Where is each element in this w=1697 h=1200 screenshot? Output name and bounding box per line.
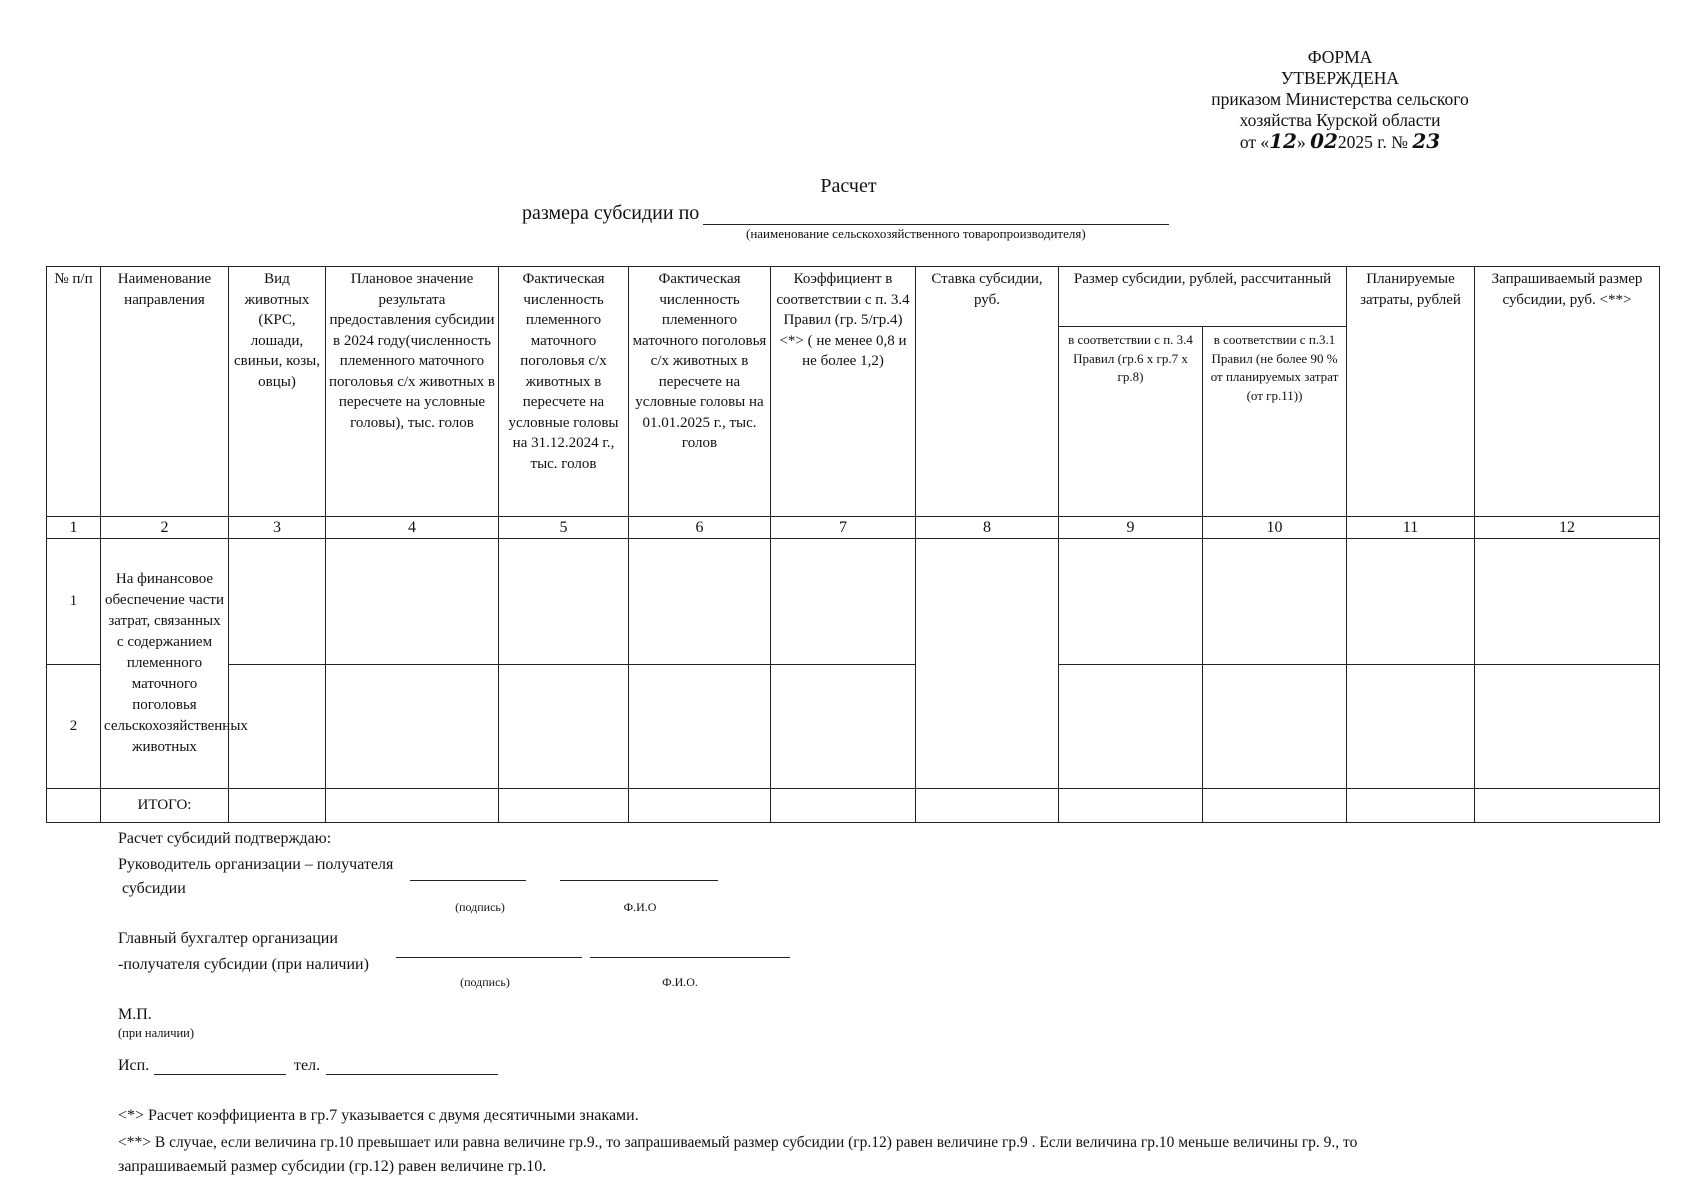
cell-coefficient[interactable] <box>771 539 916 665</box>
col-number: 2 <box>101 517 229 539</box>
cell-subsidy-p31[interactable] <box>1203 665 1347 789</box>
producer-name-caption: (наименование сельскохозяйственного товаропроизводителя) <box>746 226 1086 241</box>
cell-plan-value[interactable] <box>326 665 499 789</box>
head-fio-caption: Ф.И.О <box>623 900 657 914</box>
cell-planned-costs[interactable] <box>1347 539 1475 665</box>
header-col-10: в соответствии с п.3.1 Правил (не более 90 % от планируемых затрат (от гр.11)) <box>1203 327 1347 517</box>
cell-animal-type[interactable] <box>229 539 326 665</box>
accountant-fio-line[interactable] <box>590 957 790 958</box>
column-numbers-row <box>47 517 1660 539</box>
stamp-note: (при наличии) <box>118 1026 195 1040</box>
header-col-12: Запрашиваемый размер субсидии, руб. <**> <box>1475 267 1660 517</box>
header-col-11: Планируемые затраты, рублей <box>1347 267 1475 517</box>
accountant-label-line2: -получателя субсидии (при наличии) <box>118 956 369 973</box>
cell-planned-costs[interactable] <box>1347 665 1475 789</box>
accountant-fio-caption: Ф.И.О. <box>662 975 698 989</box>
col-number: 12 <box>1475 517 1660 539</box>
total-label: ИТОГО: <box>101 789 229 823</box>
total-cell[interactable] <box>1347 789 1475 823</box>
approval-block <box>1150 47 1530 153</box>
header-col-3: Вид животных (КРС, лошади, свиньи, козы, овцы) <box>229 267 326 517</box>
cell-actual-2025[interactable] <box>629 665 771 789</box>
cell-subsidy-p31[interactable] <box>1203 539 1347 665</box>
row-number: 1 <box>47 539 101 665</box>
total-cell[interactable] <box>1203 789 1347 823</box>
total-cell[interactable] <box>916 789 1059 823</box>
handwritten-day: 12 <box>1269 129 1297 153</box>
footnote-2-line1: <**> В случае, если величина гр.10 превышает или равна величине гр.9., то запрашиваемый размер субсидии (гр.12) равен величине гр.9 . Если величина гр.10 меньше величины гр. 9., то <box>118 1134 1358 1151</box>
head-signature-caption: (подпись) <box>455 900 505 914</box>
document-subtitle: размера субсидии по <box>522 202 1169 225</box>
approval-approved-label: УТВЕРЖДЕНА <box>1280 68 1400 88</box>
approval-order-line: приказом Министерства сельского <box>1211 89 1469 109</box>
cell-actual-2024[interactable] <box>499 539 629 665</box>
phone-label: тел. <box>294 1057 321 1074</box>
cell-subsidy-p34[interactable] <box>1059 665 1203 789</box>
col-number: 8 <box>916 517 1059 539</box>
cell-subsidy-p34[interactable] <box>1059 539 1203 665</box>
header-row-1 <box>47 267 1660 327</box>
total-cell[interactable] <box>229 789 326 823</box>
col-number: 1 <box>47 517 101 539</box>
header-col-8: Ставка субсидии, руб. <box>916 267 1059 517</box>
executor-line[interactable] <box>154 1074 286 1075</box>
header-col-5: Фактическая численность племенного маточного поголовья с/х животных в пересчете на условные головы на 31.12.2024 г., тыс. голов <box>499 267 629 517</box>
total-cell[interactable] <box>1475 789 1660 823</box>
col-number: 9 <box>1059 517 1203 539</box>
confirm-text: Расчет субсидий подтверждаю: <box>118 830 332 847</box>
col-number: 10 <box>1203 517 1347 539</box>
cell-coefficient[interactable] <box>771 665 916 789</box>
accountant-signature-line[interactable] <box>396 957 582 958</box>
col-number: 3 <box>229 517 326 539</box>
footnote-1: <*> Расчет коэффициента в гр.7 указывается с двумя десятичными знаками. <box>118 1107 639 1124</box>
handwritten-order-number: 23 <box>1412 129 1441 153</box>
total-cell[interactable] <box>1059 789 1203 823</box>
cell-actual-2024[interactable] <box>499 665 629 789</box>
accountant-signature-caption: (подпись) <box>460 975 510 989</box>
cell-rate[interactable] <box>916 539 1059 789</box>
head-label-line1: Руководитель организации – получателя <box>118 856 394 873</box>
header-col-9: в соответствии с п. 3.4 Правил (гр.6 х гр.7 х гр.8) <box>1059 327 1203 517</box>
total-cell[interactable] <box>629 789 771 823</box>
direction-cell: На финансовое обеспечение части затрат, связанных с содержанием племенного маточного поголовья сельскохозяйственных животных <box>101 539 229 789</box>
accountant-label-line1: Главный бухгалтер организации <box>118 930 338 947</box>
subsidy-table <box>46 266 1660 823</box>
col-number: 5 <box>499 517 629 539</box>
header-col-4: Плановое значение результата предоставления субсидии в 2024 году(численность племенного маточного поголовья с/х животных в пересчете на условные головы), тыс. голов <box>326 267 499 517</box>
table-row <box>47 539 1660 665</box>
total-row <box>47 789 1660 823</box>
col-number: 4 <box>326 517 499 539</box>
col-number: 6 <box>629 517 771 539</box>
phone-line[interactable] <box>326 1074 498 1075</box>
col-number: 11 <box>1347 517 1475 539</box>
approval-ministry-line: хозяйства Курской области <box>1239 110 1441 130</box>
executor-label: Исп. <box>118 1057 150 1074</box>
col-number: 7 <box>771 517 916 539</box>
footnote-2-line2: запрашиваемый размер субсидии (гр.12) равен величине гр.10. <box>118 1158 547 1175</box>
header-col-6: Фактическая численность племенного маточного поголовья с/х животных в пересчете на условные головы на 01.01.2025 г., тыс. голов <box>629 267 771 517</box>
cell-actual-2025[interactable] <box>629 539 771 665</box>
stamp-label: М.П. <box>118 1006 152 1023</box>
row-number: 2 <box>47 665 101 789</box>
approval-form-label: ФОРМА <box>1307 47 1373 67</box>
table-row <box>47 665 1660 789</box>
header-col-2: Наименование направления <box>101 267 229 517</box>
head-signature-line[interactable] <box>410 880 526 881</box>
total-cell[interactable] <box>499 789 629 823</box>
header-col-7: Коэффициент в соответствии с п. 3.4 Правил (гр. 5/гр.4) <*> ( не менее 0,8 и не более 1,2) <box>771 267 916 517</box>
producer-name-line <box>703 204 1169 225</box>
document-title: Расчет <box>820 175 877 197</box>
cell-plan-value[interactable] <box>326 539 499 665</box>
total-number-cell <box>47 789 101 823</box>
head-label-line2: субсидии <box>122 880 186 897</box>
total-cell[interactable] <box>326 789 499 823</box>
cell-requested-subsidy[interactable] <box>1475 665 1660 789</box>
header-col-9-10: Размер субсидии, рублей, рассчитанный <box>1059 267 1347 327</box>
handwritten-month: 02 <box>1310 129 1338 153</box>
total-cell[interactable] <box>771 789 916 823</box>
approval-date-line: от «12» 022025 г. № 23 <box>1239 129 1441 153</box>
head-fio-line[interactable] <box>560 880 718 881</box>
cell-requested-subsidy[interactable] <box>1475 539 1660 665</box>
header-col-1: № п/п <box>47 267 101 517</box>
